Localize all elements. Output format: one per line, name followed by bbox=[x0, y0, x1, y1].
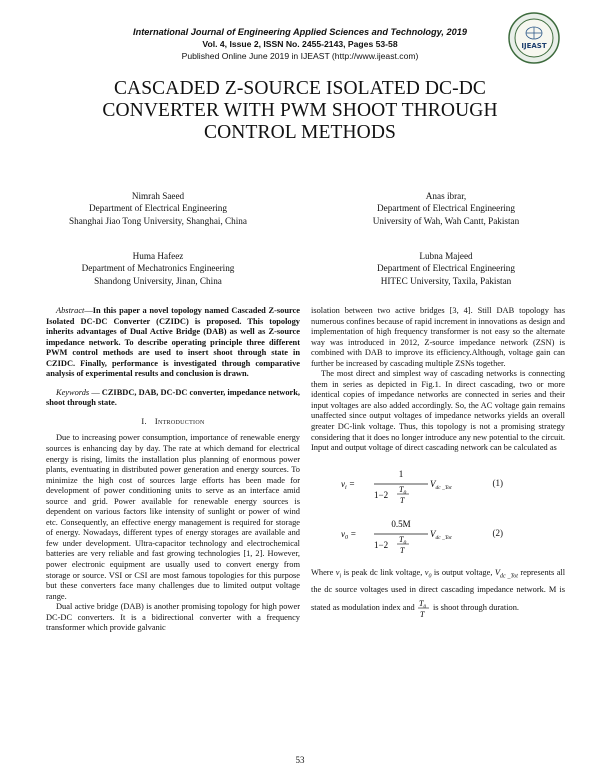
symbol-vi: $v_i$ bbox=[335, 567, 342, 580]
author-institution: HITEC University, Taxila, Pakistan bbox=[380, 275, 512, 286]
svg-text:0.5M: 0.5M bbox=[391, 518, 411, 529]
author-block bbox=[336, 190, 556, 227]
keywords: Keywords — CZIBDC, DAB, DC-DC converter, impedance network, shoot through state. bbox=[46, 387, 300, 408]
svg-text:v0 =: $v_0$ = bbox=[341, 528, 357, 541]
svg-text:vi =: $v_i$ = bbox=[341, 478, 355, 491]
author-department: Department of Electrical Engineering bbox=[88, 203, 227, 214]
journal-publication-info: Published Online June 2019 in IJEAST (http://www.ijeast.com) bbox=[181, 51, 419, 61]
title-line: CONTROL METHODS bbox=[204, 122, 396, 143]
keywords-text: CZIBDC, DAB, DC-DC converter, impedance network, shoot through state. bbox=[46, 387, 300, 408]
equation-number: (2) bbox=[492, 527, 503, 538]
equation-explanation: Where $v_i$ is peak dc link voltage, $v_0$ is output voltage, $V_{dc \_Tot}$ represents all the dc source voltages used in direct cascading impedance network. M is stated as modulation index and $T_0$ T is shoot through duration. bbox=[311, 567, 566, 620]
author-name: Lubna Majeed bbox=[419, 251, 473, 261]
section-heading bbox=[46, 417, 300, 428]
author-department: Department of Electrical Engineering bbox=[376, 263, 515, 274]
equation-number: (1) bbox=[492, 477, 503, 488]
equation-1-formula bbox=[311, 464, 511, 506]
svg-text:Vdc _Tot: $V_{dc \_Tot}$ bbox=[430, 478, 452, 491]
equation-1 bbox=[311, 464, 565, 506]
svg-text:T0: $T_0$ bbox=[418, 599, 426, 611]
section-number: I. bbox=[141, 416, 147, 426]
symbol-t0-over-t bbox=[417, 597, 431, 619]
author-name: Huma Hafeez bbox=[132, 251, 184, 261]
svg-text:T0: $T_0$ bbox=[399, 484, 407, 496]
journal-volume-info: Vol. 4, Issue 2, ISSN No. 2455-2143, Pages 53-58 bbox=[202, 39, 398, 49]
svg-text:1−2: 1−2 bbox=[374, 489, 389, 500]
equation-2-formula bbox=[311, 514, 511, 556]
page-number: 53 bbox=[295, 755, 305, 765]
author-name: Nimrah Saeed bbox=[131, 191, 185, 201]
abstract-label: Abstract bbox=[56, 306, 85, 315]
paper-title bbox=[40, 78, 560, 144]
abstract-text: In this paper a novel topology named Cascaded Z-source Isolated DC-DC Converter (CZIDC) is proposed. This topology inherits advantages of Dual Active Bridge (DAB) as well as Z-source impedance network. To describe operating principle three different PWM control methods are used to insert shoot through state in CZIDC. Finally, performance is investigated through comparative analysis of experimental results and conclusion is drawn. bbox=[46, 306, 300, 379]
author-institution: Shandong University, Jinan, China bbox=[94, 275, 222, 286]
logo-text: IJEAST bbox=[521, 42, 547, 50]
svg-text:T: T bbox=[419, 610, 425, 620]
author-name: Anas ibrar, bbox=[425, 191, 467, 201]
svg-text:1: 1 bbox=[398, 468, 404, 479]
abstract: Abstract—In this paper a novel topology named Cascaded Z-source Isolated DC-DC Converter (CZIDC) is proposed. This topology inherits advantages of Dual Active Bridge (DAB) as well as Z-source impedance network. To describe operating principle three different PWM control methods are used to insert shoot through state in CZIDC. Finally, performance is investigated through comparative analysis of experimental results and conclusion is drawn. bbox=[46, 306, 300, 379]
author-block bbox=[336, 250, 556, 287]
journal-logo bbox=[508, 12, 560, 64]
equation-2 bbox=[311, 514, 565, 556]
keywords-label: Keywords bbox=[56, 387, 90, 397]
body-paragraph: Dual active bridge (DAB) is another promising topology for high power DC-DC converters. It is a bidirectional converter with a frequency transformer which provide galvanic bbox=[46, 602, 300, 633]
symbol-v0: $v_0$ bbox=[424, 567, 432, 580]
author-department: Department of Mechatronics Engineering bbox=[81, 263, 235, 274]
author-department: Department of Electrical Engineering bbox=[376, 203, 515, 214]
title-line: CASCADED Z-SOURCE ISOLATED DC-DC bbox=[113, 78, 487, 99]
author-institution: University of Wah, Wah Cantt, Pakistan bbox=[372, 215, 520, 226]
title-line: CONVERTER WITH PWM SHOOT THROUGH bbox=[102, 100, 498, 121]
body-paragraph: The most direct and simplest way of cascading networks is connecting them in series as depicted in Fig.1. In direct cascading, two or more identical copies of impedance networks are connected in series and their input voltages are also added accordingly. So, the AC voltage gain remains unaffected since output voltages of impedance networks yields an overall greater DC-link voltage. Thus, this topology is not a promising strategy considering that it does no longer introduce any new potential to the circuit. Input and output voltage of direct cascading network can be calculated as bbox=[311, 369, 565, 453]
author-block bbox=[48, 190, 268, 227]
section-title: Introduction bbox=[154, 416, 205, 426]
svg-text:T: T bbox=[400, 495, 405, 505]
body-paragraph: Due to increasing power consumption, importance of renewable energy sources is enhancing day by day. The rate at which demand for electrical energy is rising, limits the installation plus planning of enormous power plants, eventuating in distributed power generation and energy sources. To minimize the high cost of sources large efforts has been made for development of power conditioning units to serve as an interface amid source and grid. Power available for renewable energy sources is dependent on various factors like intensity of sunlight or power of wind etc. Consequently, an effective energy management is required for storage of energy. Nowadays, different types of energy storages are available and few under development. Ultra-capacitor technology and electrochemical batteries are very reliable and fast growing technologies [1, 2]. However, power electronic equipment are usually used to convert energy from storage or source. VSI or CSI are most famous topologies for this purpose but these converters face many challenges due to limited output voltage range. bbox=[46, 433, 300, 601]
body-paragraph: isolation between two active bridges [3, 4]. Still DAB topology has numerous confines because of rapid increment in innovations as design and implementation of high frequency transformer is not easy so the alternate way was introduced in 2012, Z-source impedance network (ZSN) is combined with DAB to improve its efficiency.Although, voltage gain can further be increased by cascading multiple ZSNs together. bbox=[311, 306, 565, 368]
author-block bbox=[48, 250, 268, 287]
author-institution: Shanghai Jiao Tong University, Shanghai, China bbox=[69, 215, 247, 226]
svg-text:Vdc _Tot: $V_{dc \_Tot}$ bbox=[430, 528, 452, 541]
right-column bbox=[311, 306, 565, 619]
left-column bbox=[46, 306, 300, 634]
journal-name: International Journal of Engineering Applied Sciences and Technology, 2019 bbox=[133, 27, 467, 37]
svg-text:1−2: 1−2 bbox=[374, 539, 389, 550]
svg-text:T: T bbox=[400, 545, 405, 555]
svg-text:T0: $T_0$ bbox=[399, 534, 407, 546]
symbol-vdc-tot: $V_{dc \_Tot}$ bbox=[494, 567, 518, 580]
